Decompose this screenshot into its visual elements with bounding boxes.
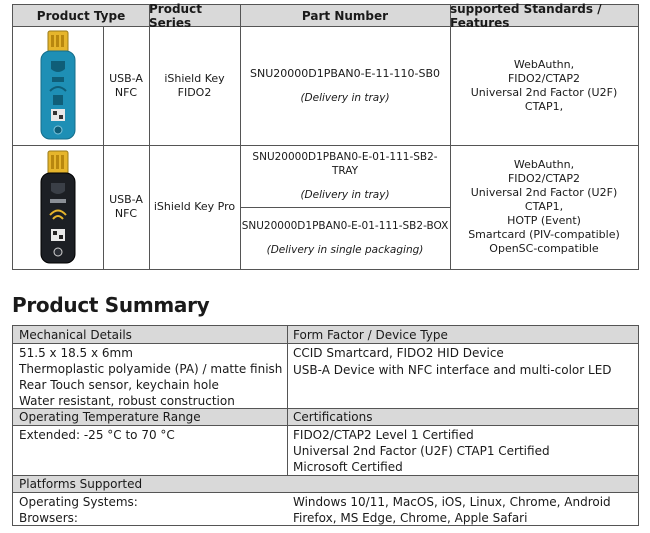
row2-features <box>450 145 638 269</box>
feature-item: WebAuthn, <box>513 158 575 171</box>
feature-item: FIDO2/CTAP2 <box>507 72 581 85</box>
certification-line: Universal 2nd Factor (U2F) CTAP1 Certified <box>293 444 550 458</box>
platforms-heading: Platforms Supported <box>19 477 143 491</box>
platform-value: Windows 10/11, MacOS, iOS, Linux, Chrome, Android <box>293 495 611 509</box>
row2-interface <box>103 145 149 269</box>
delivery-note: (Delivery in single packaging) <box>266 244 424 256</box>
feature-item: Universal 2nd Factor (U2F) CTAP1, <box>470 86 618 113</box>
summary-table <box>12 325 639 526</box>
certification-line: FIDO2/CTAP2 Level 1 Certified <box>293 428 474 442</box>
mechanical-details <box>13 345 282 409</box>
part-number: SNU20000D1PBAN0-E-01-111-SB2-TRAY <box>252 151 438 177</box>
part-number: SNU20000D1PBAN0-E-11-110-SB0 <box>249 67 440 80</box>
platform-value: Firefox, MS Edge, Chrome, Apple Safari <box>293 511 528 525</box>
form-factor-details <box>287 345 612 379</box>
header-part-number: Part Number <box>301 9 389 23</box>
row2-series <box>149 145 240 269</box>
row2-part-number-box <box>240 207 450 269</box>
feature-item: OpenSC-compatible <box>489 242 599 255</box>
certification-line: Microsoft Certified <box>293 460 403 474</box>
certifications-heading: Certifications <box>293 410 373 424</box>
delivery-note: (Delivery in tray) <box>300 189 390 201</box>
interface-usb: USB-A <box>109 193 143 206</box>
series-line: FIDO2 <box>177 86 212 99</box>
row1-series <box>149 27 240 145</box>
platforms-values <box>287 494 611 526</box>
series-line: iShield Key <box>164 72 225 85</box>
header-features: supported Standards / Features <box>450 2 602 30</box>
certifications-details <box>287 427 550 475</box>
row1-interface <box>103 27 149 145</box>
usb-key-blue-image <box>35 29 81 143</box>
section-title: Product Summary <box>12 293 210 317</box>
header-product-series: Product Series <box>149 2 202 30</box>
feature-item: HOTP (Event) <box>507 214 581 227</box>
temperature-details <box>13 427 175 443</box>
form-factor-line: CCID Smartcard, FIDO2 HID Device <box>293 346 504 360</box>
feature-item: Smartcard (PIV-compatible) <box>468 228 620 241</box>
mechanical-line: Thermoplastic polyamide (PA) / matte finish <box>19 362 283 376</box>
interface-nfc: NFC <box>114 207 138 220</box>
series-line: iShield Key Pro <box>153 200 236 213</box>
mechanical-line: Rear Touch sensor, keychain hole <box>19 378 219 392</box>
form-factor-line: USB-A Device with NFC interface and multi-color LED <box>293 363 612 377</box>
row1-features <box>450 27 638 145</box>
interface-nfc: NFC <box>114 86 138 99</box>
feature-item: WebAuthn, <box>513 58 575 71</box>
platform-label: Operating Systems: <box>19 495 138 509</box>
usb-key-black-image <box>35 149 81 267</box>
row2-part-number-tray <box>240 145 450 207</box>
header-product-type: Product Type <box>36 9 126 23</box>
mechanical-line: 51.5 x 18.5 x 6mm <box>19 346 133 360</box>
platform-label: Browsers: <box>19 511 78 525</box>
delivery-note: (Delivery in tray) <box>300 92 390 104</box>
feature-item: FIDO2/CTAP2 <box>507 172 581 185</box>
form-factor-heading: Form Factor / Device Type <box>293 328 448 342</box>
interface-usb: USB-A <box>109 72 143 85</box>
part-number: SNU20000D1PBAN0-E-01-111-SB2-BOX <box>241 220 449 232</box>
feature-item: Universal 2nd Factor (U2F) CTAP1, <box>470 186 618 213</box>
mechanical-line: Water resistant, robust construction <box>19 394 235 408</box>
temperature-heading: Operating Temperature Range <box>19 410 201 424</box>
temperature-line: Extended: -25 °C to 70 °C <box>19 428 175 442</box>
platforms-labels <box>13 494 138 526</box>
mechanical-heading: Mechanical Details <box>19 328 132 342</box>
row1-part-number <box>240 27 450 145</box>
product-table <box>12 4 639 270</box>
